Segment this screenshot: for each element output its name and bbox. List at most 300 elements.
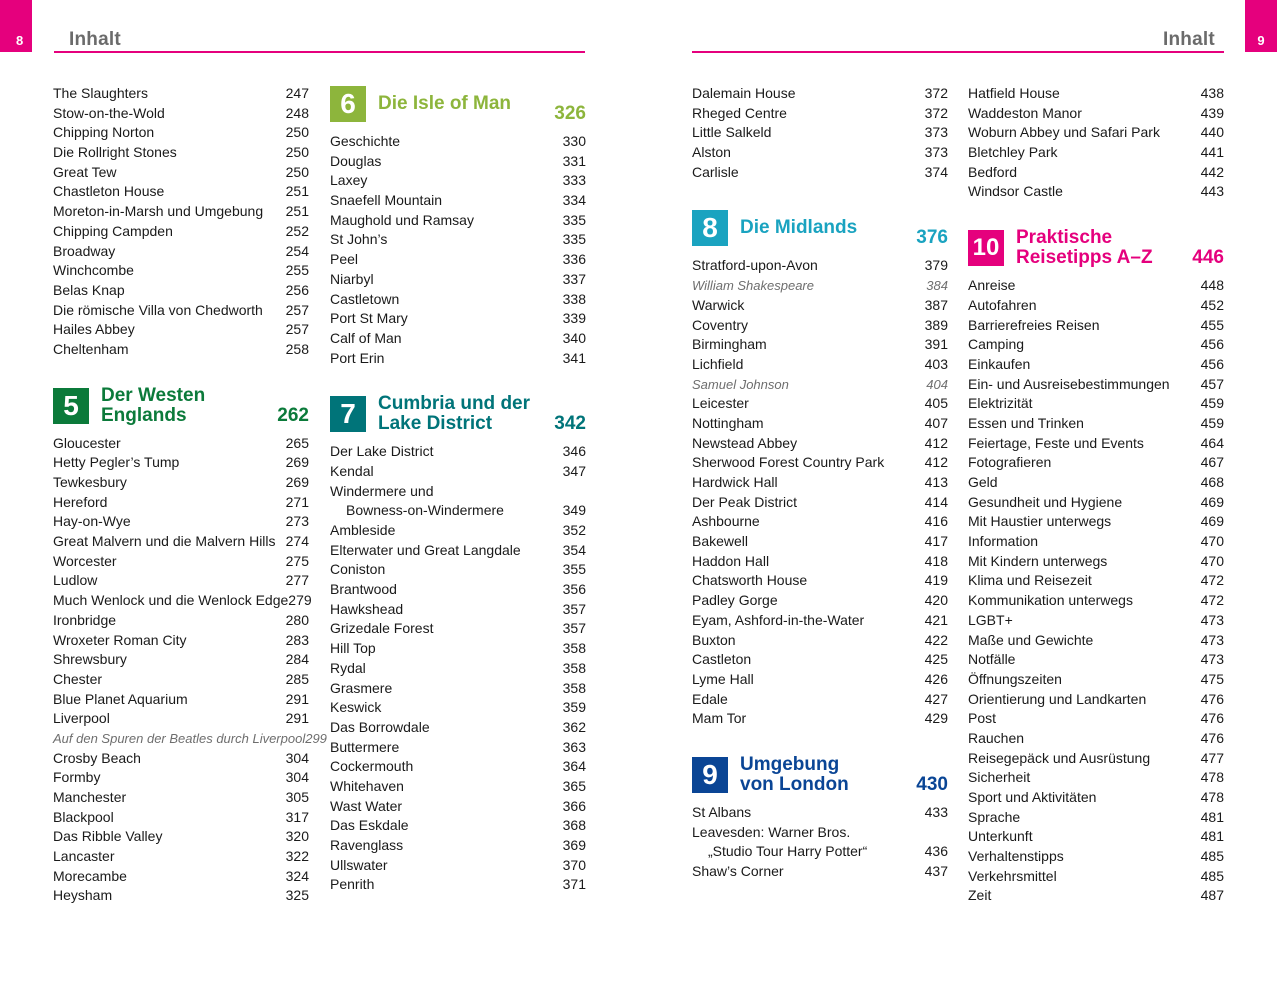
toc-entry-page: 475 [1200, 670, 1224, 687]
chapter-heading[interactable] [330, 84, 586, 124]
left-header-rule [54, 51, 585, 53]
toc-entry[interactable] [692, 493, 948, 513]
toc-entry-page: 426 [924, 670, 948, 687]
toc-entry[interactable] [330, 560, 586, 580]
chapter-heading[interactable] [330, 394, 586, 434]
toc-entry-title: Nottingham [692, 414, 764, 431]
toc-entry[interactable] [968, 123, 1224, 143]
toc-entry[interactable] [968, 827, 1224, 847]
toc-entry-title: Orientierung und Landkarten [968, 690, 1147, 707]
toc-entry[interactable] [53, 827, 309, 847]
toc-entry-page: 437 [924, 863, 948, 879]
toc-entry[interactable] [53, 650, 309, 670]
toc-entry[interactable] [692, 296, 948, 316]
toc-entry[interactable] [330, 482, 586, 502]
toc-entry-page: 339 [562, 310, 586, 327]
toc-entry[interactable] [692, 709, 948, 729]
toc-entry-title: Douglas [330, 152, 382, 169]
toc-entry-title: Belas Knap [53, 281, 125, 298]
toc-entry[interactable] [692, 842, 948, 862]
toc-entry[interactable] [692, 394, 948, 414]
toc-entry[interactable] [968, 473, 1224, 493]
toc-entry[interactable] [692, 163, 948, 183]
toc-entry[interactable] [53, 340, 309, 360]
toc-entry[interactable] [968, 276, 1224, 296]
toc-entry-page: 476 [1200, 710, 1224, 727]
toc-entry[interactable] [53, 123, 309, 143]
toc-entry-title: Zeit [968, 887, 992, 904]
chapter-title-line: Die Midlands [740, 217, 858, 239]
toc-entry-page: 420 [924, 592, 948, 609]
toc-entry[interactable] [968, 709, 1224, 729]
toc-entry[interactable] [330, 521, 586, 541]
toc-entry[interactable] [968, 414, 1224, 434]
toc-entry[interactable] [53, 261, 309, 281]
toc-entry-page: 324 [285, 867, 309, 884]
toc-entry-page: 250 [285, 163, 309, 180]
toc-entry-title: Ambleside [330, 522, 396, 538]
toc-entry-page: 358 [562, 640, 586, 657]
toc-entry-title: William Shakespeare [692, 278, 814, 294]
toc-entry[interactable] [968, 104, 1224, 124]
toc-entry[interactable] [330, 698, 586, 718]
toc-entry[interactable] [968, 335, 1224, 355]
toc-entry[interactable] [330, 191, 586, 211]
toc-entry-title: Great Malvern und die Malvern Hills [53, 533, 276, 550]
toc-entry[interactable] [53, 493, 309, 513]
toc-entry[interactable] [330, 230, 586, 250]
toc-entry-page: 304 [285, 769, 309, 786]
toc-entry[interactable] [53, 143, 309, 163]
chapter-title [101, 386, 277, 426]
toc-entry-title: Manchester [53, 789, 127, 805]
toc-entry-page: 352 [562, 522, 586, 538]
toc-entry[interactable] [692, 143, 948, 163]
toc-entry[interactable] [53, 768, 309, 788]
toc-entry[interactable] [330, 659, 586, 679]
toc-entry[interactable] [53, 847, 309, 867]
toc-entry-page: 467 [1200, 454, 1224, 471]
toc-column-3 [692, 84, 948, 882]
toc-entry[interactable] [330, 600, 586, 620]
toc-entry-title: Formby [53, 769, 101, 786]
toc-entry-title: Haddon Hall [692, 552, 770, 569]
toc-entry[interactable] [692, 256, 948, 276]
toc-entry[interactable] [968, 143, 1224, 163]
toc-entry[interactable] [692, 552, 948, 572]
toc-entry[interactable] [968, 296, 1224, 316]
toc-entry-page: 275 [285, 552, 309, 569]
toc-entry-page: 358 [562, 679, 586, 696]
toc-entry-page: 336 [562, 251, 586, 268]
toc-entry[interactable] [968, 886, 1224, 906]
toc-entry-page: 247 [285, 85, 309, 101]
toc-entry-title: Newstead Abbey [692, 434, 798, 451]
toc-entry[interactable] [53, 202, 309, 222]
toc-entry[interactable] [53, 532, 309, 552]
toc-entry-title: Sport und Aktivitäten [968, 789, 1097, 805]
toc-entry-title: Geschichte [330, 133, 401, 149]
chapter-heading[interactable] [968, 228, 1224, 268]
toc-entry[interactable] [968, 631, 1224, 651]
toc-entry[interactable] [968, 670, 1224, 690]
toc-entry[interactable] [692, 862, 948, 882]
toc-entry-page: 481 [1200, 828, 1224, 845]
toc-entry-title: Gloucester [53, 434, 121, 451]
toc-entry-page: 459 [1200, 414, 1224, 431]
right-header-rule [692, 51, 1224, 53]
toc-entry-title: Das Borrowdale [330, 718, 430, 735]
toc-entry-title: Bletchley Park [968, 144, 1058, 161]
chapter-number-badge: 7 [330, 396, 366, 432]
toc-entry[interactable] [53, 473, 309, 493]
toc-entry[interactable] [330, 757, 586, 777]
toc-entry-page: 254 [285, 242, 309, 259]
toc-entry[interactable] [53, 281, 309, 301]
toc-entry[interactable] [968, 552, 1224, 572]
toc-entry[interactable] [968, 788, 1224, 808]
toc-entry[interactable] [53, 611, 309, 631]
toc-entry-title: Bowness-on-Windermere [346, 502, 504, 519]
toc-entry-title: Rauchen [968, 729, 1025, 746]
toc-entry-title: Waddeston Manor [968, 104, 1082, 121]
chapter-page-number: 326 [554, 103, 586, 124]
toc-entry[interactable] [968, 867, 1224, 887]
toc-entry[interactable] [968, 729, 1224, 749]
chapter-title-line: Der Westen [101, 384, 206, 406]
toc-entry[interactable] [692, 591, 948, 611]
toc-entry[interactable] [53, 182, 309, 202]
toc-entry-page: 427 [924, 690, 948, 707]
toc-entry[interactable] [330, 501, 586, 521]
toc-entry[interactable] [968, 611, 1224, 631]
toc-entry[interactable] [330, 836, 586, 856]
toc-entry[interactable] [330, 171, 586, 191]
toc-entry[interactable] [53, 670, 309, 690]
toc-entry[interactable] [53, 320, 309, 340]
chapter-page-number: 342 [554, 413, 586, 435]
toc-entry[interactable] [53, 886, 309, 906]
toc-entry[interactable] [968, 375, 1224, 395]
toc-entry-page: 472 [1200, 592, 1224, 609]
toc-entry[interactable] [53, 788, 309, 808]
toc-entry-page: 284 [285, 651, 309, 668]
toc-entry-page: 470 [1200, 533, 1224, 550]
toc-entry-title: Fotografieren [968, 454, 1052, 471]
toc-entry[interactable] [53, 709, 309, 729]
toc-entry[interactable] [968, 808, 1224, 828]
toc-entry-title: Grasmere [330, 679, 393, 696]
toc-entry-page: 379 [924, 257, 948, 274]
toc-entry[interactable] [692, 690, 948, 710]
toc-entry[interactable] [330, 738, 586, 758]
toc-entry[interactable] [968, 532, 1224, 552]
toc-entry-title: Crosby Beach [53, 749, 141, 766]
toc-entry[interactable] [330, 580, 586, 600]
toc-entry[interactable] [330, 875, 586, 895]
toc-entry[interactable] [692, 611, 948, 631]
chapter-title [740, 218, 916, 238]
toc-entry-page: 371 [562, 876, 586, 893]
toc-entry-title: Notfälle [968, 651, 1016, 668]
toc-entry[interactable] [692, 84, 948, 104]
toc-entry[interactable] [330, 718, 586, 738]
toc-entry-page: 419 [924, 572, 948, 589]
toc-entry-page: 320 [285, 828, 309, 845]
toc-entry[interactable] [330, 132, 586, 152]
toc-entry-title: Hardwick Hall [692, 474, 778, 490]
toc-entry-title: Much Wenlock und die Wenlock Edge [53, 592, 289, 609]
toc-entry-page: 468 [1200, 474, 1224, 490]
toc-entry-title: St Albans [692, 803, 752, 820]
toc-entry[interactable] [330, 349, 586, 369]
toc-entry[interactable] [692, 123, 948, 143]
toc-entry-page: 457 [1200, 375, 1224, 392]
toc-entry-page: 421 [924, 611, 948, 628]
toc-column-4 [968, 84, 1224, 906]
toc-entry[interactable] [53, 591, 312, 611]
toc-entry-title: Die römische Villa von Chedworth [53, 301, 263, 318]
toc-entry-title: Coniston [330, 561, 386, 578]
toc-entry[interactable] [53, 552, 309, 572]
toc-entry[interactable] [53, 434, 309, 454]
chapter-heading[interactable] [53, 386, 309, 426]
toc-entry[interactable] [692, 650, 948, 670]
toc-entry[interactable] [53, 222, 309, 242]
toc-entry[interactable] [330, 541, 586, 561]
toc-entry-title: LGBT+ [968, 611, 1013, 628]
chapter-number-badge: 8 [692, 210, 728, 246]
toc-entry-page: 485 [1200, 867, 1224, 884]
chapter-page-number: 430 [916, 773, 948, 795]
toc-entry-title: Hailes Abbey [53, 321, 135, 338]
toc-entry-title: Morecambe [53, 867, 127, 884]
toc-entry-title: Calf of Man [330, 329, 402, 346]
toc-entry-title: Heysham [53, 887, 113, 904]
toc-entry[interactable] [692, 453, 948, 473]
toc-entry-title: Information [968, 533, 1039, 550]
toc-entry[interactable] [330, 639, 586, 659]
left-running-title: Inhalt [69, 29, 121, 50]
chapter-page-number: 262 [277, 404, 309, 426]
toc-entry[interactable] [330, 619, 586, 639]
toc-entry[interactable] [968, 749, 1224, 769]
toc-entry-page: 365 [562, 777, 586, 794]
toc-entry[interactable] [330, 309, 586, 329]
toc-entry[interactable] [53, 808, 309, 828]
toc-entry-title: St John’s [330, 231, 388, 248]
toc-entry[interactable] [330, 816, 586, 836]
toc-entry-page: 405 [924, 395, 948, 412]
toc-entry-page: 436 [924, 843, 948, 860]
toc-entry-title: Buxton [692, 631, 736, 648]
toc-entry-page: 248 [285, 104, 309, 121]
toc-entry-title: Lancaster [53, 848, 115, 865]
toc-entry-title: Ravenglass [330, 837, 404, 853]
toc-entry[interactable] [968, 163, 1224, 183]
toc-entry-page: 252 [285, 222, 309, 239]
toc-entry[interactable] [53, 104, 309, 124]
toc-entry-title: Ein- und Ausreisebestimmungen [968, 375, 1170, 392]
toc-entry[interactable] [968, 394, 1224, 414]
toc-entry[interactable] [53, 690, 309, 710]
toc-entry-title: Maughold und Ramsay [330, 211, 474, 228]
toc-entry-title: Bedford [968, 163, 1018, 180]
toc-entry[interactable] [692, 355, 948, 375]
toc-entry-page: 404 [926, 376, 948, 392]
toc-entry-title: Alston [692, 144, 731, 161]
toc-entry-page: 347 [562, 462, 586, 479]
toc-entry-page: 362 [562, 718, 586, 735]
toc-entry-title: Leavesden: Warner Bros. [692, 823, 851, 840]
toc-entry[interactable] [692, 316, 948, 336]
toc-entry-page: 416 [924, 513, 948, 530]
toc-entry[interactable] [330, 152, 586, 172]
toc-entry-title: Castleton [692, 651, 752, 668]
toc-entry[interactable] [968, 847, 1224, 867]
toc-entry[interactable] [53, 867, 309, 887]
toc-entry-page: 349 [562, 502, 586, 519]
toc-entry-page: 439 [1200, 104, 1224, 121]
toc-entry-title: Coventry [692, 316, 749, 333]
toc-entry[interactable] [692, 670, 948, 690]
toc-entry[interactable] [968, 493, 1224, 513]
toc-entry-title: Kendal [330, 462, 374, 479]
toc-entry[interactable] [330, 270, 586, 290]
toc-entry-page: 478 [1200, 769, 1224, 786]
toc-entry-page: 441 [1200, 144, 1224, 161]
toc-entry[interactable] [692, 823, 948, 843]
toc-entry[interactable] [330, 777, 586, 797]
toc-entry[interactable] [692, 631, 948, 651]
toc-entry-page: 269 [285, 474, 309, 490]
toc-entry[interactable] [330, 856, 586, 876]
toc-entry-title: Little Salkeld [692, 124, 772, 141]
toc-entry[interactable] [692, 571, 948, 591]
toc-entry[interactable] [53, 512, 309, 532]
toc-entry[interactable] [330, 250, 586, 270]
toc-entry[interactable] [53, 631, 309, 651]
right-running-title: Inhalt [1163, 29, 1215, 50]
toc-entry-title: Cockermouth [330, 758, 414, 775]
toc-entry-title: Niarbyl [330, 270, 374, 287]
toc-entry-page: 425 [924, 651, 948, 668]
toc-entry-page: 338 [562, 290, 586, 307]
toc-entry-page: 285 [285, 670, 309, 687]
chapter-page-number: 376 [916, 227, 948, 249]
toc-entry[interactable] [692, 104, 948, 124]
toc-entry[interactable] [53, 242, 309, 262]
toc-entry-page: 470 [1200, 552, 1224, 569]
toc-entry[interactable] [53, 301, 309, 321]
toc-entry[interactable] [53, 749, 309, 769]
toc-entry[interactable] [53, 84, 309, 104]
toc-entry-title: Dalemain House [692, 85, 796, 101]
toc-entry-page: 279 [288, 592, 312, 609]
toc-entry-page: 355 [562, 561, 586, 578]
toc-entry-title: Grizedale Forest [330, 620, 434, 637]
chapter-heading[interactable] [692, 755, 948, 795]
toc-entry-page: 412 [924, 454, 948, 471]
right-page-number: 9 [1257, 33, 1265, 48]
toc-entry[interactable] [968, 690, 1224, 710]
toc-entry-page: 476 [1200, 690, 1224, 707]
toc-entry[interactable] [968, 434, 1224, 454]
toc-entry-page: 366 [562, 797, 586, 814]
toc-entry-page: 417 [924, 533, 948, 550]
chapter-heading[interactable] [692, 208, 948, 248]
toc-entry[interactable] [330, 797, 586, 817]
toc-entry-page: 291 [285, 690, 309, 707]
toc-entry-title: Sprache [968, 808, 1021, 825]
toc-entry-page: 413 [924, 474, 948, 490]
toc-entry-title: Blue Planet Aquarium [53, 690, 188, 707]
toc-entry[interactable] [968, 182, 1224, 202]
toc-entry-page: 273 [285, 513, 309, 530]
chapter-title-line: Lake District [378, 413, 493, 435]
toc-entry[interactable] [53, 453, 309, 473]
toc-entry[interactable] [692, 434, 948, 454]
toc-entry[interactable] [330, 329, 586, 349]
toc-entry[interactable] [692, 473, 948, 493]
toc-entry[interactable] [968, 355, 1224, 375]
toc-entry[interactable] [968, 571, 1224, 591]
toc-entry[interactable] [53, 571, 309, 591]
chapter-title-line: Englands [101, 404, 187, 426]
toc-entry[interactable] [968, 84, 1224, 104]
toc-entry-title: Buttermere [330, 738, 400, 755]
toc-entry[interactable] [330, 462, 586, 482]
toc-entry[interactable] [692, 414, 948, 434]
toc-entry-title: The Slaughters [53, 85, 148, 101]
toc-entry-title: Wroxeter Roman City [53, 631, 187, 648]
toc-entry-title: Auf den Spuren der Beatles durch Liverpool [53, 730, 306, 746]
toc-entry-page: 305 [285, 789, 309, 805]
chapter-title [378, 94, 554, 114]
toc-entry[interactable] [968, 316, 1224, 336]
toc-entry[interactable] [968, 768, 1224, 788]
toc-entry[interactable] [968, 512, 1224, 532]
toc-entry[interactable] [692, 375, 948, 395]
toc-entry[interactable] [968, 591, 1224, 611]
toc-entry[interactable] [330, 211, 586, 231]
toc-entry-title: Chatsworth House [692, 572, 808, 589]
chapter-number-badge: 6 [330, 86, 366, 122]
toc-entry[interactable] [692, 512, 948, 532]
toc-entry[interactable] [692, 532, 948, 552]
toc-entry-title: „Studio Tour Harry Potter“ [708, 843, 868, 860]
toc-entry-title: Einkaufen [968, 355, 1031, 372]
toc-entry-title: Mam Tor [692, 710, 747, 727]
toc-entry-title: Mit Haustier unterwegs [968, 513, 1112, 530]
toc-entry[interactable] [330, 679, 586, 699]
toc-entry[interactable] [968, 453, 1224, 473]
chapter-number-badge: 10 [968, 230, 1004, 266]
toc-entry-title: Windermere und [330, 482, 434, 499]
toc-entry[interactable] [692, 335, 948, 355]
toc-entry[interactable] [692, 276, 948, 296]
toc-entry-title: Verkehrsmittel [968, 867, 1057, 884]
toc-entry-page: 335 [562, 231, 586, 248]
toc-entry[interactable] [968, 650, 1224, 670]
toc-entry-page: 373 [924, 144, 948, 161]
toc-entry-title: Feiertage, Feste und Events [968, 434, 1144, 451]
toc-entry[interactable] [330, 442, 586, 462]
toc-entry[interactable] [692, 803, 948, 823]
toc-entry[interactable] [330, 290, 586, 310]
toc-entry[interactable] [53, 729, 327, 749]
toc-entry[interactable] [53, 163, 309, 183]
